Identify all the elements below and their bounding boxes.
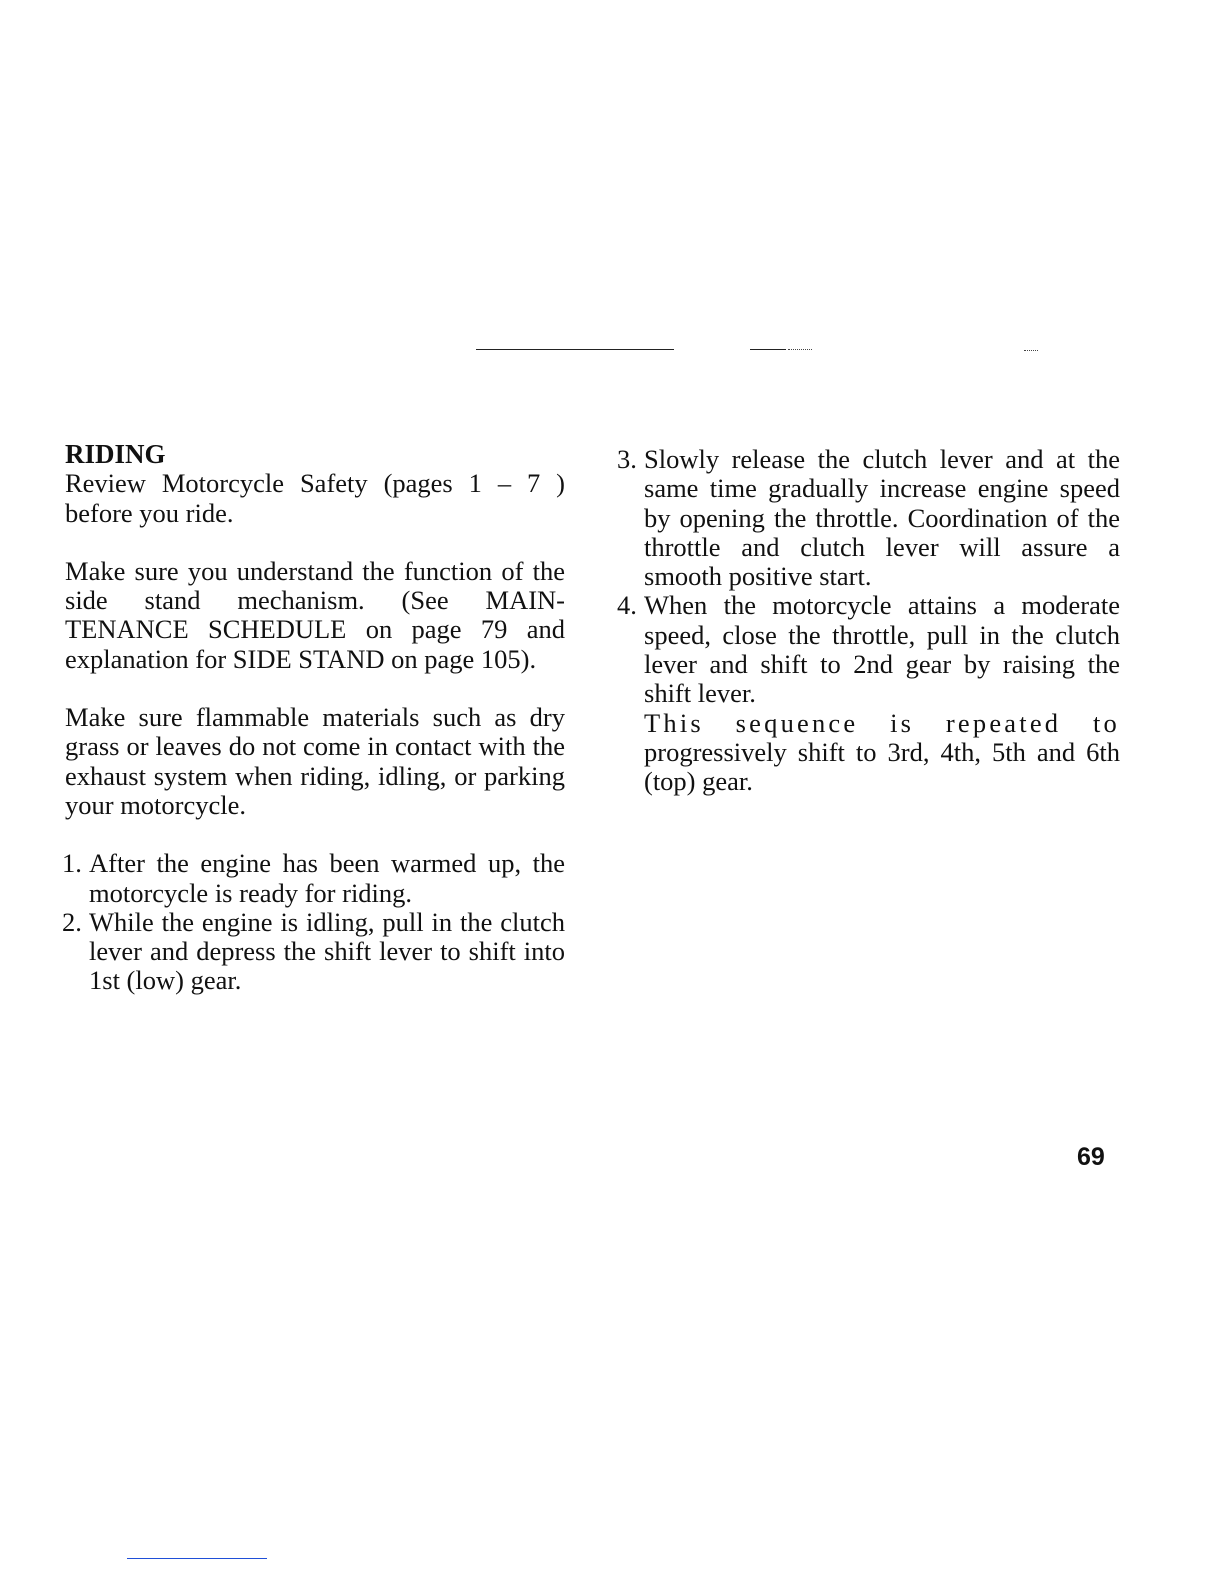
step-number: 3. <box>617 444 637 474</box>
step-text: While the engine is idling, pull in the clutch lever and depress the shift lever to shift into 1st (low) gear. <box>89 906 565 996</box>
page-number: 69 <box>1077 1143 1105 1171</box>
step-number: 4. <box>617 590 637 621</box>
step-number: 1. <box>62 848 82 879</box>
step-item <box>62 906 565 996</box>
step-item <box>617 590 1120 709</box>
step-continuation-rest: progressively shift to 3rd, 4th, 5th and 6th (top) gear. <box>644 736 1120 797</box>
top-rule-dots <box>788 349 812 351</box>
paragraph-gap <box>65 674 565 703</box>
step-item <box>62 848 565 908</box>
paragraph-gap <box>65 820 565 849</box>
step-continuation-first-line: This sequence is repeated to <box>644 707 1120 738</box>
section-heading: RIDING <box>65 439 166 469</box>
intro-paragraph: Review Motorcycle Safety (pages 1 – 7 ) before you ride. <box>65 468 565 528</box>
top-rule-long <box>476 349 674 350</box>
flammable-paragraph: Make sure flammable materials such as dry grass or leaves do not come in contact with the exhaust system when riding, idling, or parking your motorcycle. <box>65 702 565 820</box>
top-rule-short <box>750 349 786 350</box>
step-continuation <box>620 709 1120 797</box>
right-column <box>617 444 1120 797</box>
top-rule-right-dots <box>1024 350 1038 352</box>
left-column <box>62 439 565 996</box>
paragraph-gap <box>65 528 565 557</box>
side-stand-paragraph: Make sure you understand the function of the side stand mechanism. (See MAIN-TENANCE SCHEDULE on page 79 and explanation for SIDE STAND on page 105). <box>65 555 565 674</box>
step-text: Slowly release the clutch lever and at the same time gradually increase engine speed by opening the throttle. Coordination of the throttle and clutch lever will assure a smooth positive start. <box>644 444 1120 592</box>
step-number: 2. <box>62 906 82 937</box>
step-item <box>617 444 1120 592</box>
step-text: After the engine has been warmed up, the motorcycle is ready for riding. <box>89 848 565 908</box>
bottom-rule <box>127 1558 267 1559</box>
step-text: When the motorcycle attains a moderate speed, close the throttle, pull in the clutch lever and shift to 2nd gear by raising the shift lever. <box>644 590 1120 709</box>
